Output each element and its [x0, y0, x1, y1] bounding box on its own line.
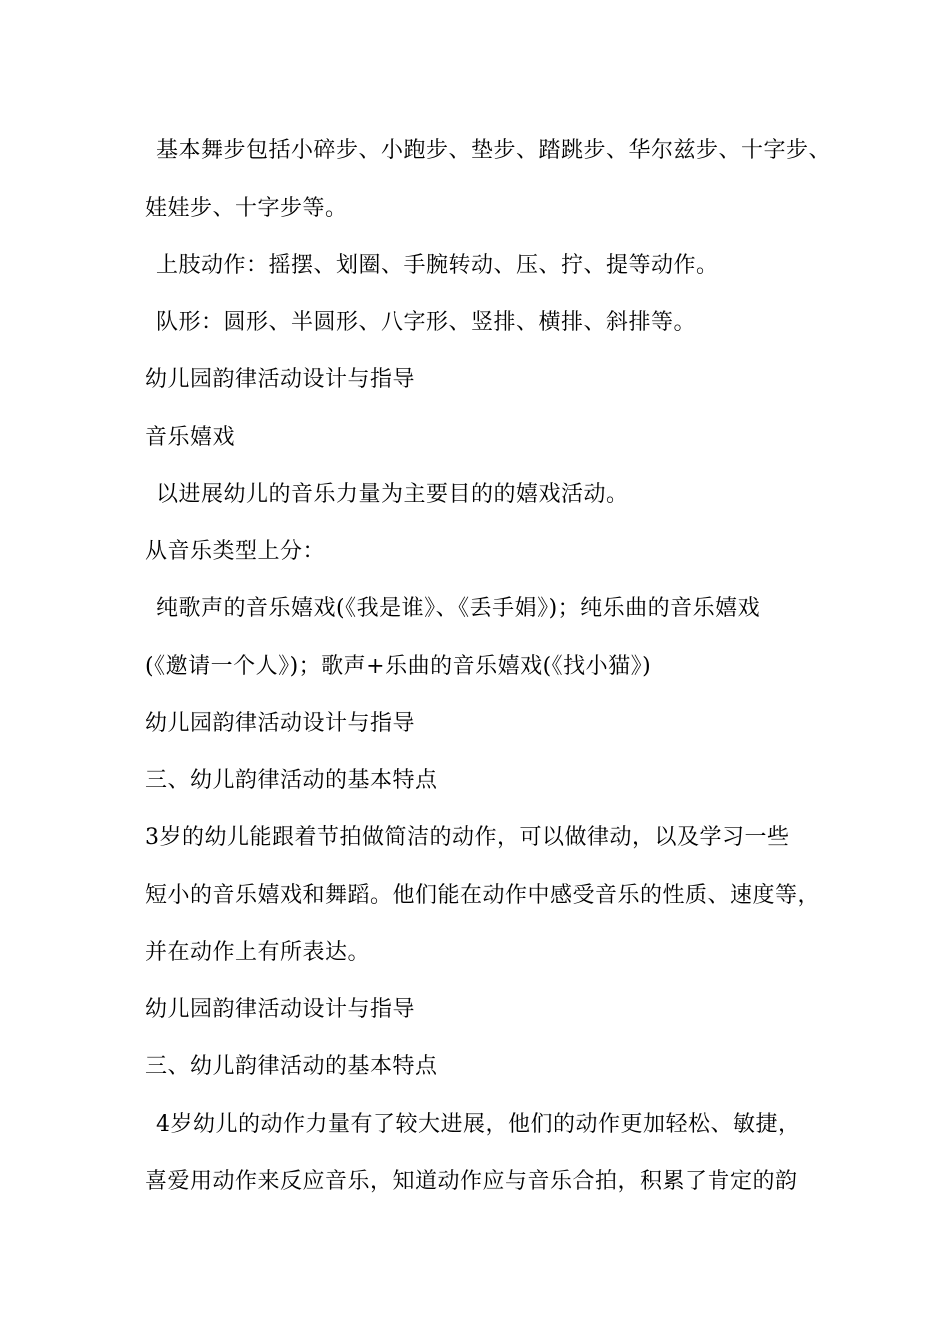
- paragraph-line: 以进展幼儿的音乐力量为主要目的的嬉戏活动。: [156, 482, 629, 507]
- paragraph-line: 并在动作上有所表达。: [145, 940, 371, 965]
- paragraph-line: (《邀请一个人》)；歌声+乐曲的音乐嬉戏(《找小猫》): [145, 654, 652, 679]
- section-heading: 三、幼儿韵律活动的基本特点: [145, 1054, 438, 1079]
- paragraph-line: 纯歌声的音乐嬉戏(《我是谁》、《丢手娟》)；纯乐曲的音乐嬉戏: [156, 596, 761, 621]
- section-heading: 幼儿园韵律活动设计与指导: [145, 367, 416, 392]
- paragraph-line: 娃娃步、十字步等。: [145, 196, 348, 221]
- section-heading: 幼儿园韵律活动设计与指导: [145, 711, 416, 736]
- section-heading: 幼儿园韵律活动设计与指导: [145, 997, 416, 1022]
- section-heading: 音乐嬉戏: [145, 425, 236, 450]
- paragraph-line: 从音乐类型上分：: [145, 539, 326, 564]
- paragraph-line: 喜爱用动作来反应音乐，知道动作应与音乐合拍，积累了肯定的韵: [145, 1169, 798, 1194]
- paragraph-line: 队形：圆形、半圆形、八字形、竖排、横排、斜排等。: [156, 310, 697, 335]
- paragraph-line: 3岁的幼儿能跟着节拍做简洁的动作，可以做律动，以及学习一些: [145, 825, 790, 850]
- paragraph-line: 上肢动作：摇摆、划圈、手腕转动、压、拧、提等动作。: [156, 253, 719, 278]
- paragraph-line: 基本舞步包括小碎步、小跑步、垫步、踏跳步、华尔兹步、十字步、: [156, 138, 832, 163]
- paragraph-line: 短小的音乐嬉戏和舞蹈。他们能在动作中感受音乐的性质、速度等，: [145, 883, 821, 908]
- paragraph-line: 4岁幼儿的动作力量有了较大进展，他们的动作更加轻松、敏捷，: [156, 1112, 801, 1137]
- section-heading: 三、幼儿韵律活动的基本特点: [145, 768, 438, 793]
